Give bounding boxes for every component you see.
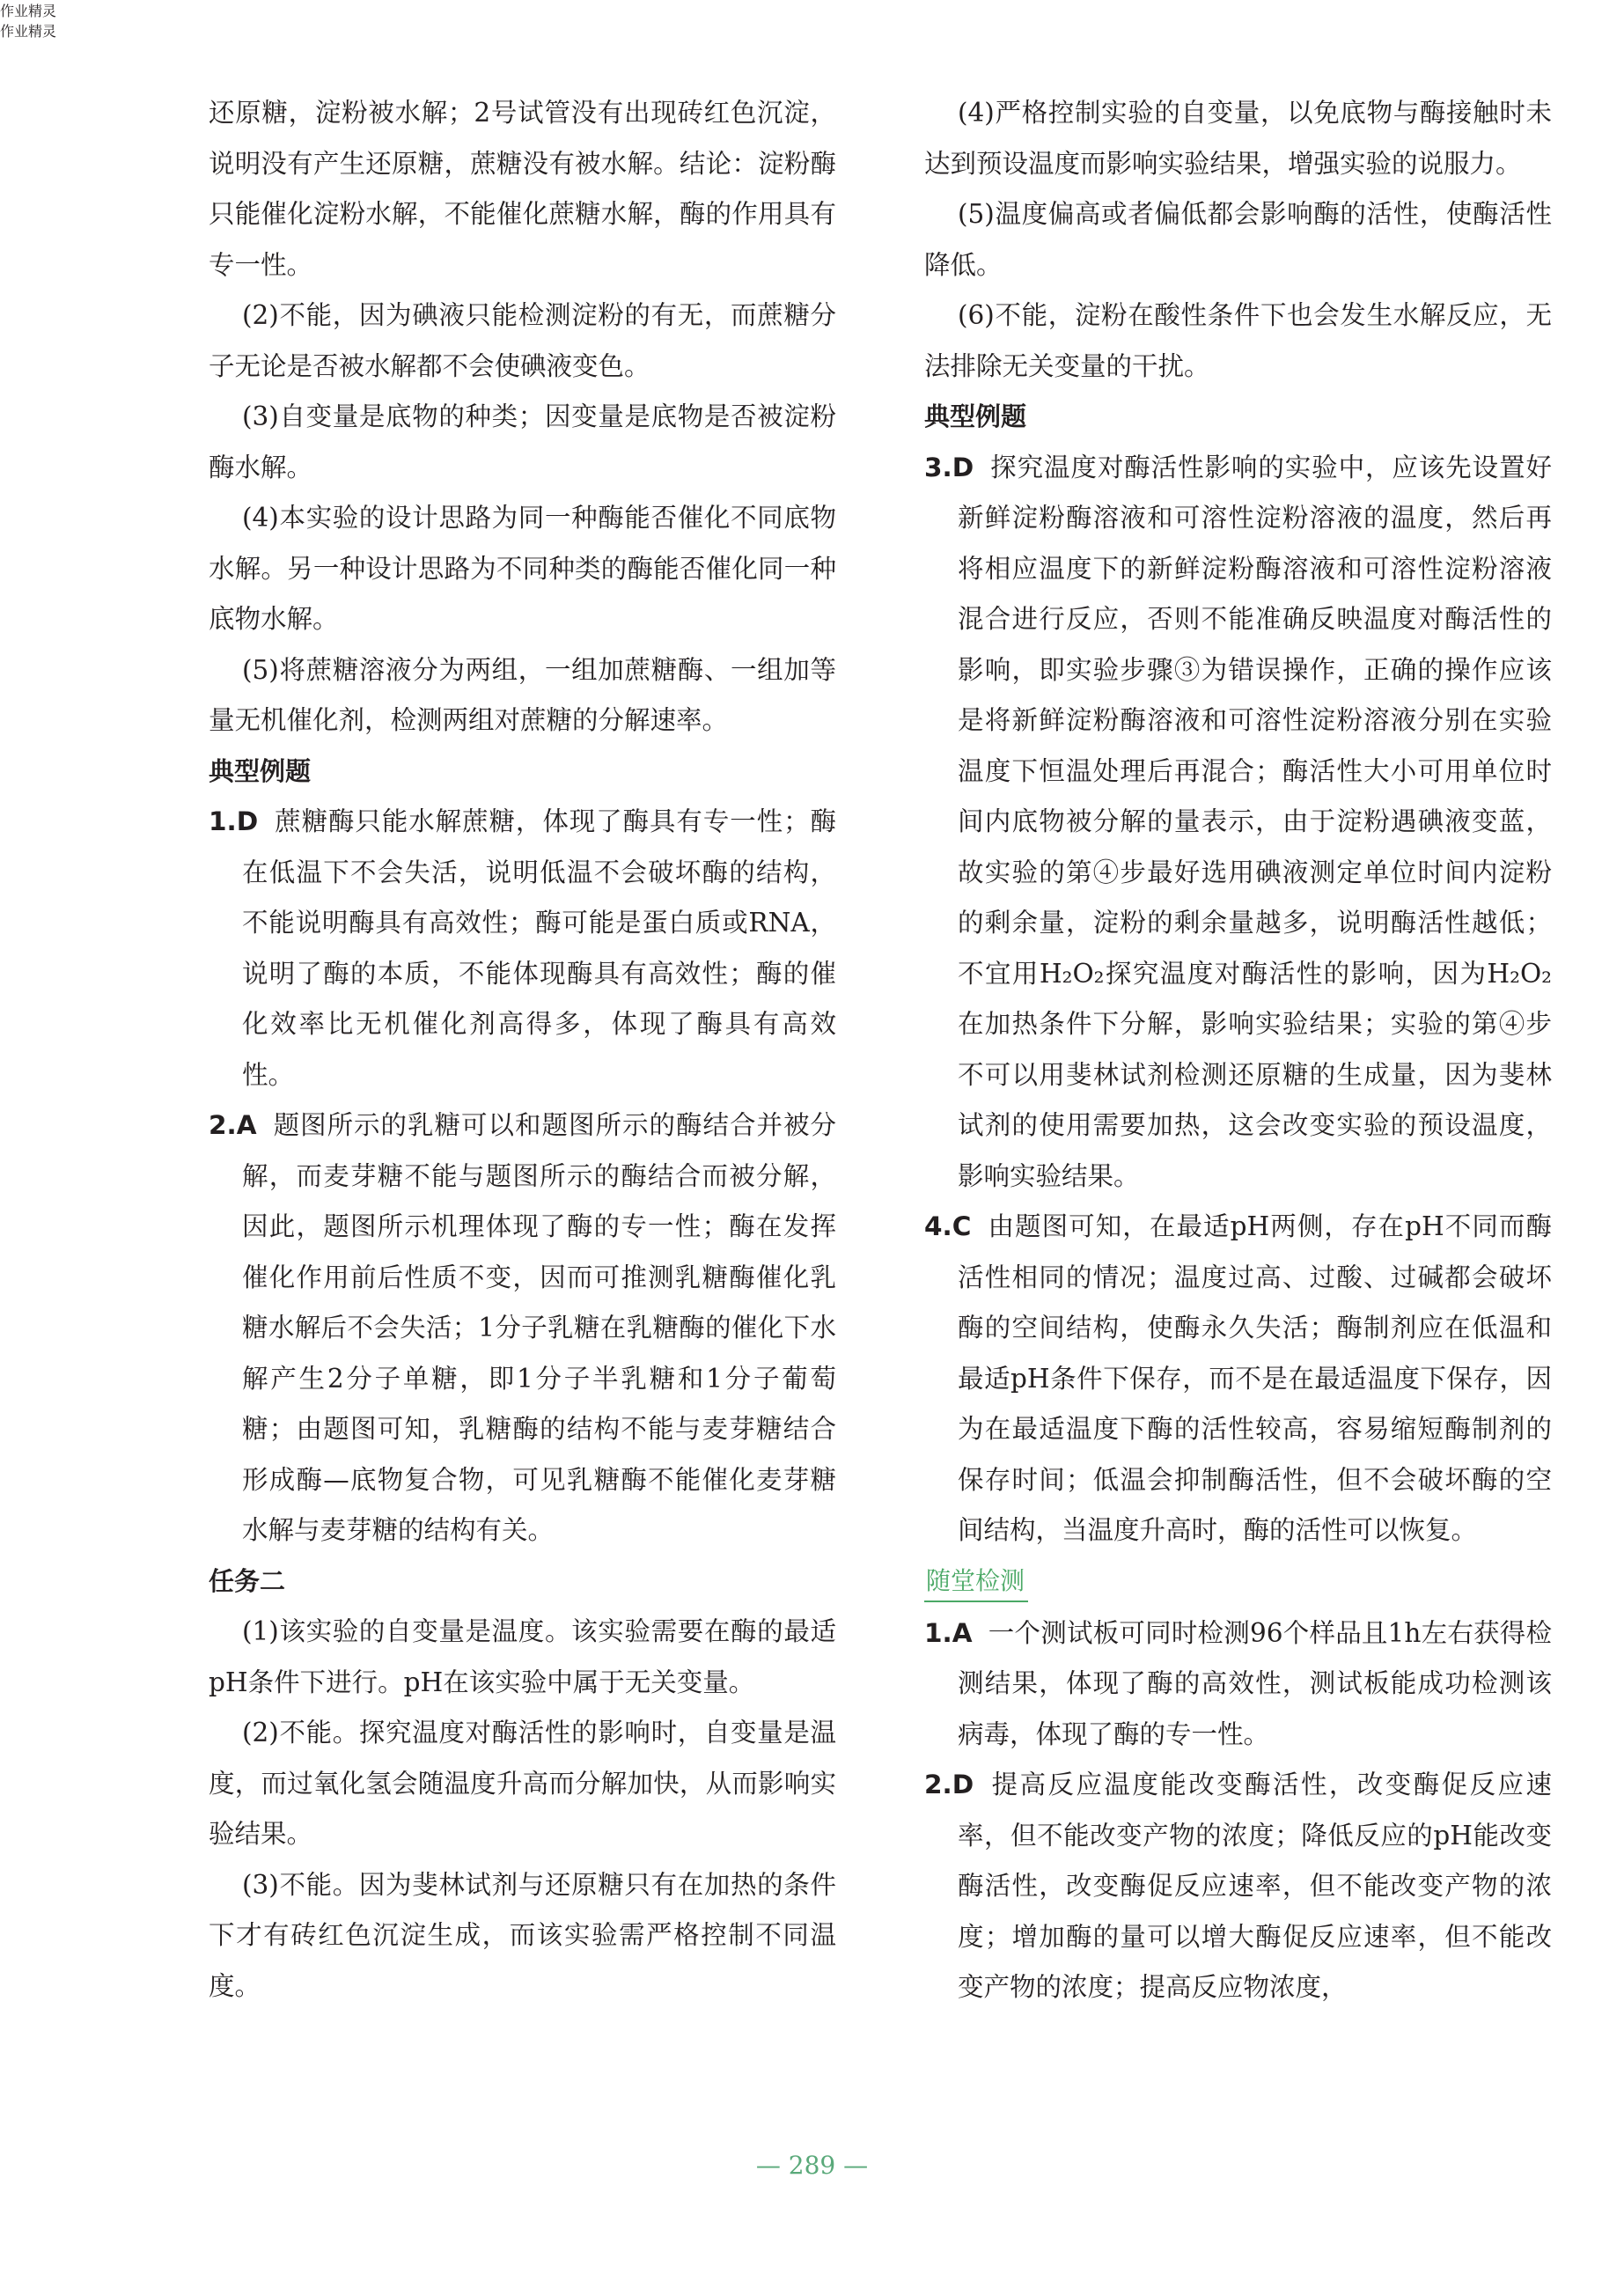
section-heading: 典型例题 [924, 401, 1027, 431]
answer-letter: D [952, 452, 974, 482]
answer-paragraph: 还原糖，淀粉被水解；2号试管没有出现砖红色沉淀，说明没有产生还原糖，蔗糖没有被水解。结论：淀粉酶只能催化淀粉水解，不能催化蔗糖水解，酶的作用具有专一性。 [209, 98, 836, 280]
answer-paragraph: (5)将蔗糖溶液分为两组，一组加蔗糖酶、一组加等量无机催化剂，检测两组对蔗糖的分解速率。 [209, 654, 836, 735]
example-answer [924, 1202, 1552, 1556]
explanation-text: 探究温度对酶活性影响的实验中，应该先设置好新鲜淀粉酶溶液和可溶性淀粉溶液的温度，然后再将相应温度下的新鲜淀粉酶溶液和可溶性淀粉溶液混合进行反应，否则不能准确反映温度对酶活性的影响，即实验步骤③为错误操作，正确的操作应该是将新鲜淀粉酶溶液和可溶性淀粉溶液分别在实验温度下恒温处理后再混合；酶活性大小可用单位时间内底物被分解的量表示，由于淀粉遇碘液变蓝，故实验的第④步最好选用碘液测定单位时间内淀粉的剩余量，淀粉的剩余量越多，说明酶活性越低；不宜用H₂O₂探究温度对酶活性的影响，因为H₂O₂在加热条件下分解，影响实验结果；实验的第④步不可以用斐林试剂检测还原糖的生成量，因为斐林试剂的使用需要加热，这会改变实验的预设温度，影响实验结果。 [958, 452, 1552, 1191]
right-column [924, 88, 1552, 2013]
answer-paragraph: (4)严格控制实验的自变量，以免底物与酶接触时未达到预设温度而影响实验结果，增强实验的说服力。 [924, 98, 1552, 179]
quiz-answer [924, 1608, 1552, 1761]
answer-paragraph: (1)该实验的自变量是温度。该实验需要在酶的最适pH条件下进行。pH在该实验中属于无关变量。 [209, 1616, 836, 1697]
explanation-text: 由题图可知，在最适pH两侧，存在pH不同而酶活性相同的情况；温度过高、过酸、过碱都会破坏酶的空间结构，使酶永久失活；酶制剂应在低温和最适pH条件下保存，而不是在最适温度下保存，因为在最适温度下酶的活性较高，容易缩短酶制剂的保存时间；低温会抑制酶活性，但不会破坏酶的空间结构，当温度升高时，酶的活性可以恢复。 [958, 1211, 1552, 1545]
example-answer [209, 797, 836, 1100]
quiz-answer [924, 1760, 1552, 2013]
example-answer [209, 1100, 836, 1556]
answer-letter: C [952, 1211, 972, 1241]
left-column [209, 88, 836, 2012]
answer-letter: A [952, 1617, 973, 1648]
item-number: 4. [924, 1211, 952, 1241]
explanation-text: 蔗糖酶只能水解蔗糖，体现了酶具有专一性；酶在低温下不会失活，说明低温不会破坏酶的结构，不能说明酶具有高效性；酶可能是蛋白质或RNA，说明了酶的本质，不能体现酶具有高效性；酶的催化效率比无机催化剂高得多，体现了酶具有高效性。 [242, 806, 836, 1090]
answer-letter: A [236, 1110, 257, 1140]
answer-paragraph: (3)自变量是底物的种类；因变量是底物是否被淀粉酶水解。 [209, 401, 836, 482]
watermark: 作业精灵 [0, 3, 57, 19]
answer-letter: D [952, 1770, 974, 1799]
answer-paragraph: (2)不能。探究温度对酶活性的影响时，自变量是温度，而过氧化氢会随温度升高而分解加快，从而影响实验结果。 [209, 1718, 836, 1849]
answer-paragraph: (2)不能，因为碘液只能检测淀粉的有无，而蔗糖分子无论是否被水解都不会使碘液变色。 [209, 300, 836, 381]
item-number: 2. [209, 1110, 237, 1140]
section-heading: 典型例题 [209, 755, 312, 786]
explanation-text: 题图所示的乳糖可以和题图所示的酶结合并被分解，而麦芽糖不能与题图所示的酶结合而被分解，因此，题图所示机理体现了酶的专一性；酶在发挥催化作用前后性质不变，因而可推测乳糖酶催化乳糖水解后不会失活；1分子乳糖在乳糖酶的催化下水解产生2分子单糖，即1分子半乳糖和1分子葡萄糖；由题图可知，乳糖酶的结构不能与麦芽糖结合形成酶—底物复合物，可见乳糖酶不能催化麦芽糖水解与麦芽糖的结构有关。 [242, 1110, 836, 1545]
item-number: 1. [924, 1617, 952, 1648]
item-number: 3. [924, 452, 952, 482]
section-heading-green: 随堂检测 [924, 1562, 1028, 1602]
explanation-text: 一个测试板可同时检测96个样品且1h左右获得检测结果，体现了酶的高效性，测试板能成功检测该病毒，体现了酶的专一性。 [958, 1617, 1552, 1749]
item-number: 2. [924, 1770, 952, 1799]
page-number: — 289 — [755, 2151, 869, 2180]
section-heading: 任务二 [209, 1565, 286, 1596]
answer-paragraph: (5)温度偏高或者偏低都会影响酶的活性，使酶活性降低。 [924, 199, 1552, 280]
example-answer [924, 443, 1552, 1203]
watermark: 作业精灵 [0, 23, 57, 40]
answer-paragraph: (6)不能，淀粉在酸性条件下也会发生水解反应，无法排除无关变量的干扰。 [924, 300, 1552, 381]
answer-paragraph: (3)不能。因为斐林试剂与还原糖只有在加热的条件下才有砖红色沉淀生成，而该实验需严格控制不同温度。 [209, 1869, 836, 2001]
item-number: 1. [209, 806, 237, 836]
explanation-text: 提高反应温度能改变酶活性，改变酶促反应速率，但不能改变产物的浓度；降低反应的pH能改变酶活性，改变酶促反应速率，但不能改变产物的浓度；增加酶的量可以增大酶促反应速率，但不能改变产物的浓度；提高反应物浓度， [958, 1770, 1552, 2002]
answer-paragraph: (4)本实验的设计思路为同一种酶能否催化不同底物水解。另一种设计思路为不同种类的酶能否催化同一种底物水解。 [209, 503, 836, 634]
answer-letter: D [236, 806, 259, 836]
